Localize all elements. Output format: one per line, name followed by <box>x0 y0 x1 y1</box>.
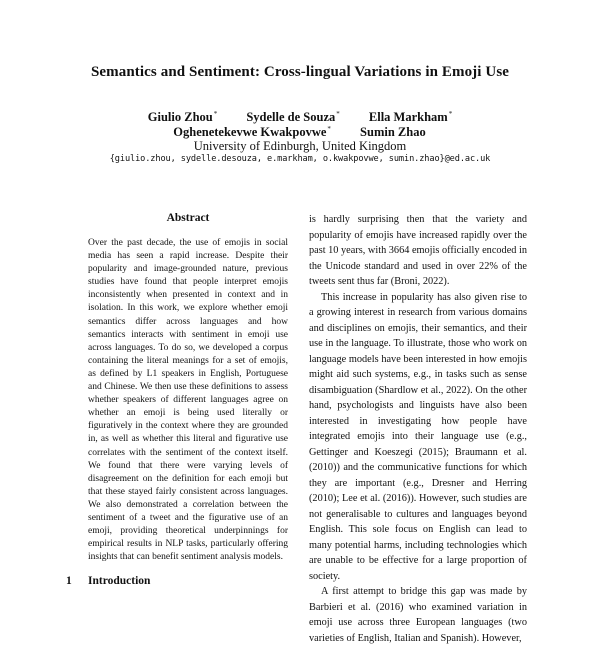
body-paragraph: is hardly surprising then that the variety and popularity of emojis have increased rapidly over the past 10 years, with 3664 emojis officially encoded in the Unicode standard and used in over 22% of the tweets sent thus far (Broni, 2022). <box>309 214 527 287</box>
author-name: Sydelle de Souza* <box>246 110 340 125</box>
author-name: Ella Markham* <box>368 110 453 125</box>
body-paragraph: This increase in popularity has also given rise to a growing interest in research from various domains and disciplines on emojis, their semantics, and their use in the language. To illustrate, those who work on language models have been interested in how emojis might aid such systems, e.g., in tasks such as sense disambiguation (Shardlow et al., 2022). On the other hand, psychologists and linguists have also been interested in investigating how people have integrated emojis into their language use (e.g., Gettinger and Koeszegi (2015); Braumann et al. (2010)) and the communicative functions for which they are important (e.g., Dresner and Herring (2010); Lee et al. (2016)). However, such studies are not generalisable to cultures and languages beyond English. This sole focus on English can lead to many potential harms, including technologies which are unable to be effective for a large proportion of society. <box>309 291 527 582</box>
paper-title: Semantics and Sentiment: Cross-lingual Variations in Emoji Use <box>90 64 510 80</box>
section-title: Introduction <box>88 575 151 587</box>
author-emails: {giulio.zhou, sydelle.desouza, e.markham, o.kwakpovwe, sumin.zhao}@ed.ac.uk <box>109 154 491 164</box>
section-heading-introduction <box>66 575 150 587</box>
abstract-heading: Abstract <box>166 212 210 224</box>
author-name: Oghenetekevwe Kwakpovwe* <box>173 125 331 140</box>
affiliation: University of Edinburgh, United Kingdom <box>193 139 407 153</box>
abstract-text: Over the past decade, the use of emojis in social media has seen a rapid increase. Despite their popularity and image-grounded nature, previous studies have found that people interpret emojis inconsistently when presented in context and in isolation. In this work, we explore whether emoji semantics differ across languages and how semantics interacts with sentiment in emoji use across languages. To do so, we developed a corpus containing the literal meanings for a set of emojis, as defined by L1 speakers in English, Portuguese and Chinese. We then use these definitions to assess whether speakers of different languages agree on whether an emoji is being used literally or figuratively in the context where they are grounded in, as well as whether this literal and figurative use correlates with the sentiment of the context itself. We found that there were varying levels of disagreement on the definition for each emoji but that these stayed fairly consistent across languages. We also demonstrated a correlation between the sentiment of a tweet and the figurative use of an emoji, providing theoretical underpinnings for empirical results in NLP tasks, particularly offering insights that can benefit sentiment analysis models. <box>88 238 288 563</box>
section-number: 1 <box>66 575 72 587</box>
authors-line-2 <box>0 125 600 140</box>
author-name: Sumin Zhao <box>360 125 426 140</box>
authors-line-1 <box>0 110 600 125</box>
body-paragraph: A first attempt to bridge this gap was made by Barbieri et al. (2016) who examined variation in emoji use across three European languages (two varieties of English, Italian and Spanish). However, <box>309 586 527 644</box>
right-column-text <box>309 212 527 646</box>
author-name: Giulio Zhou* <box>147 110 218 125</box>
